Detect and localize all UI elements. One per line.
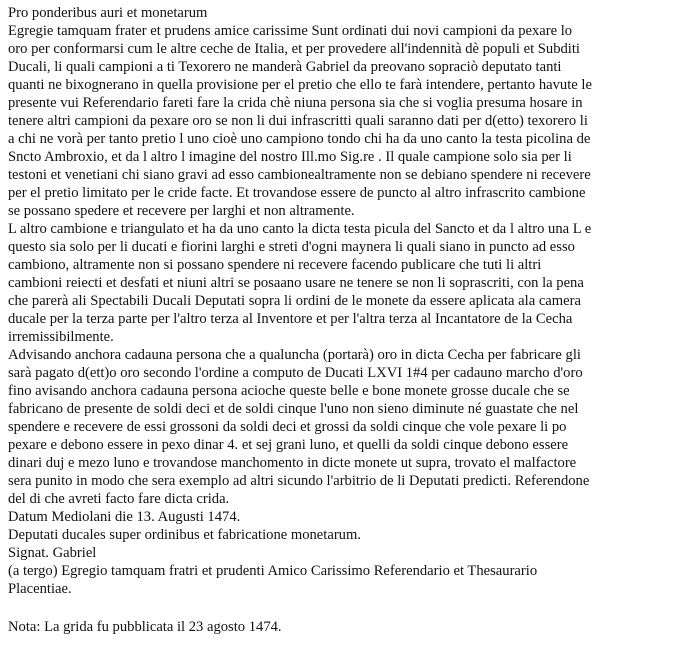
text-line: oro per conformarsi cum le altre ceche de Italia, et per provedere all'indennità dè populi et Subditi — [8, 41, 580, 57]
text-line: irremissibilmente. — [8, 329, 114, 345]
text-line: presente vui Referendario fareti fare la crida chè niuna persona sia che si voglia presuma hosare in — [8, 95, 583, 111]
text-line: tenere altri campioni da pexare oro se non li dui infrascritti quali saranno dati per d(etto) texorero li — [8, 113, 588, 129]
text-line: a chi ne vorà per tanto pretio l uno cioè uno campiono tondo chi ha da uno canto la testa picolina de — [8, 131, 591, 147]
text-line: L altro cambione e triangulato et ha da uno canto la dicta testa picula del Sancto et da l altro una L e — [8, 221, 592, 237]
text-line: dinari duj e mezo luno e trovandose manchomento in dicte monete ut supra, trovato el malfactore — [8, 455, 577, 471]
text-line: fino avisando anchora cadauna persona acioche queste belle e bone monete grosse ducale che se — [8, 383, 570, 399]
text-line: Advisando anchora cadauna persona che a qualuncha (portarà) oro in dicta Cecha per fabricare gli — [8, 347, 581, 363]
text-line: ducale per la terza parte per l'altro terza al Inventore et per l'altra terza al Incantatore de la Cecha — [8, 311, 573, 327]
text-line: cambiono, altramente non si possano spendere ni recevere facendo publicare che tuti li altri — [8, 257, 542, 273]
text-line: Ducali, li quali campioni a ti Texorero ne manderà Gabriel da preovano sopraciò deputato tanti — [8, 59, 562, 75]
text-line: spendere e recevere de essi grossoni da soldi deci et grossi da soldi cinque che vole pexare li po — [8, 419, 567, 435]
text-line: pexare e debono essere in pexo dinar 4. et sej grani luno, et quelli da soldi cinque debono essere — [8, 437, 569, 453]
text-line: testoni et venetiani chi siano gravi ad esso cambionealtramente non se debiano spendere ni recevere — [8, 167, 591, 183]
text-line: Placentiae. — [8, 581, 72, 597]
text-line: che parerà ali Spectabili Ducali Deputati sopra li ordini de le monete da essere aplicata ala camera — [8, 293, 581, 309]
signature-line: Signat. Gabriel — [8, 545, 97, 561]
note-line: Nota: La grida fu pubblicata il 23 agosto 1474. — [8, 619, 282, 635]
text-line: Egregie tamquam frater et prudens amice carissime Sunt ordinati dui novi campioni da pexare lo — [8, 23, 573, 39]
text-line: (a tergo) Egregio tamquam fratri et prudenti Amico Carissimo Referendario et Thesaurario — [8, 563, 538, 579]
text-line: per el pretio limitato per le cride facte. Et trovandose essere de puncto al altro infrascrito cambione — [8, 185, 586, 201]
text-line: cambioni reiecti et desfati et niuni altri se posaano usare ne tenere se non li soprascriti, con la pena — [8, 275, 584, 291]
text-line: Sncto Ambroxio, et da l altro l imagine del nostro Ill.mo Sig.re . Il quale campione solo sia per li — [8, 149, 572, 165]
text-line: sarà pagato d(ett)o oro secondo l'ordine a computo de Ducati LXVI 1#4 per cadauno marcho d'oro — [8, 365, 583, 381]
text-line: quanti ne bixognerano in quella provisione per el pretio che ello te farà intendere, pertanto havute le — [8, 77, 592, 93]
text-line: questo sia solo per li ducati e fiorini larghi e streti d'ogni maynera li quali siano in puncto ad esso — [8, 239, 575, 255]
text-line: fabricano de presente de soldi deci et de soldi cinque l'uno non sieno diminute né guastate che nel — [8, 401, 579, 417]
text-line: se possano spedere et recevere per larghi et non altramente. — [8, 203, 355, 219]
text-line: Deputati ducales super ordinibus et fabricatione monetarum. — [8, 527, 361, 543]
text-line: del di che avreti facto fare dicta crida. — [8, 491, 230, 507]
document-title: Pro ponderibus auri et monetarum — [8, 5, 208, 21]
text-line: sera punito in modo che sera exemplo ad altri sicundo l'arbitrio de li Deputati predicti. Referendone — [8, 473, 590, 489]
date-line: Datum Mediolani die 13. Augusti 1474. — [8, 509, 241, 525]
